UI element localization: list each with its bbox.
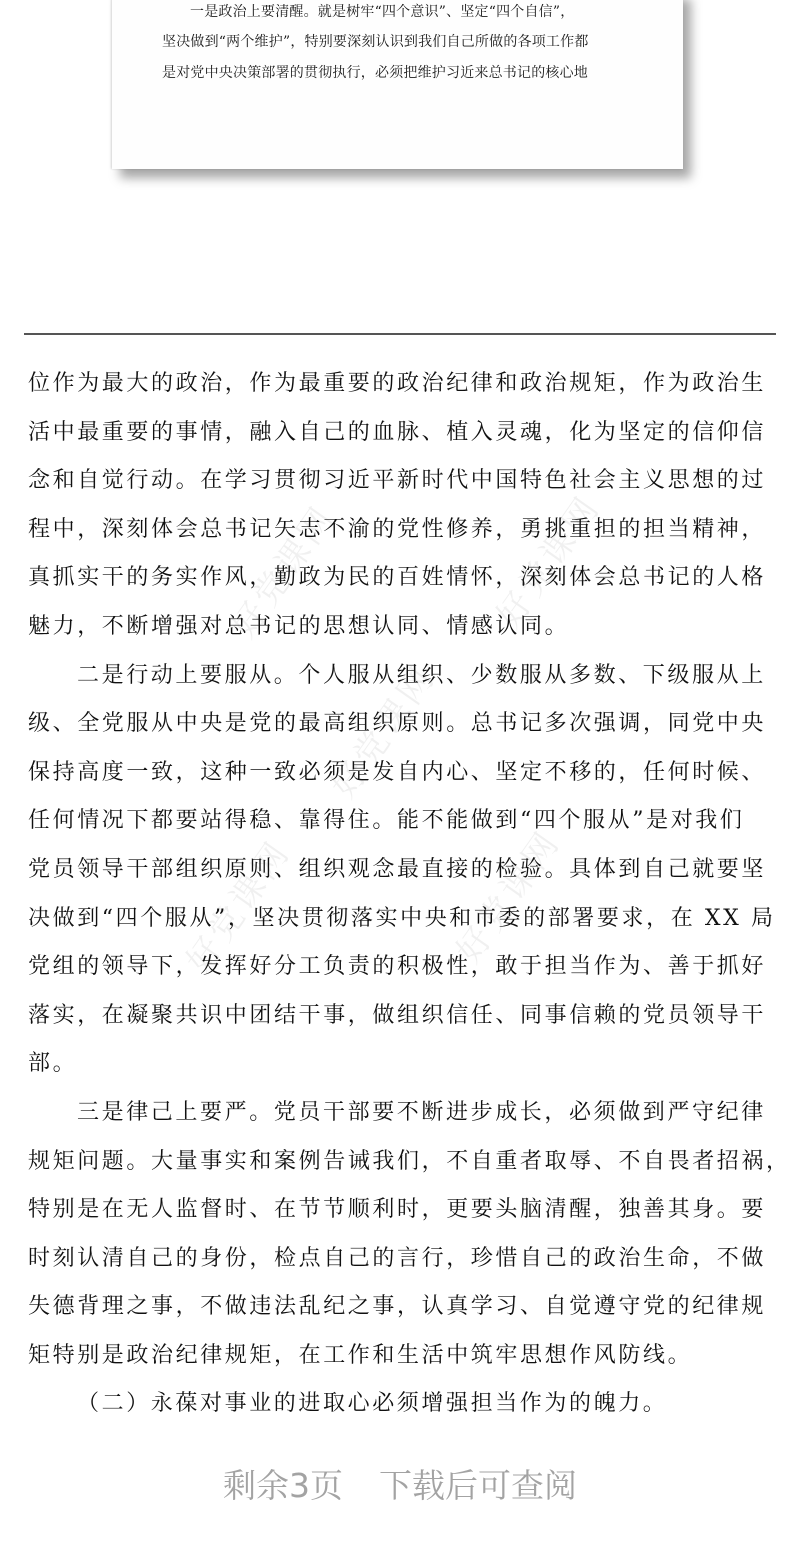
text-line: 级、全党服从中央是党的最高组织原则。总书记多次强调，同党中央 xyxy=(28,711,767,737)
watermark: 好党课网 xyxy=(448,822,569,971)
text-line: 保持高度一致，这种一致必须是发自内心、坚定不移的，任何时候、 xyxy=(28,759,767,785)
paragraph-start-line: 二是行动上要服从。个人服从组织、少数服从多数、下级服从上 xyxy=(77,662,766,688)
text-line: 决做到“四个服从”，坚决贯彻落实中央和市委的部署要求，在 XX 局 xyxy=(28,905,776,931)
download-to-view-label[interactable]: 下载后可查阅 xyxy=(379,1466,577,1505)
text-line: 党员领导干部组织原则、组织观念最直接的检验。具体到自己就要坚 xyxy=(28,856,767,882)
text-line: 真抓实干的务实作风，勤政为民的百姓情怀，深刻体会总书记的人格 xyxy=(28,565,767,591)
watermark: 好党课网 xyxy=(323,657,444,806)
watermark: 好党课网 xyxy=(223,497,344,646)
page-preview-card xyxy=(112,0,683,169)
text-line: 党组的领导下，发挥好分工负责的积极性，敢于担当作为、善于抓好 xyxy=(28,954,767,980)
text-line: 念和自觉行动。在学习贯彻习近平新时代中国特色社会主义思想的过 xyxy=(28,468,767,494)
preview-line: 一是政治上要清醒。就是树牢“四个意识”、坚定“四个自信”， xyxy=(190,4,575,20)
text-line: 落实，在凝聚共识中团结干事，做组织信任、同事信赖的党员领导干 xyxy=(28,1002,767,1028)
text-line: 位作为最大的政治，作为最重要的政治纪律和政治规矩，作为政治生 xyxy=(28,371,767,396)
document-body xyxy=(28,360,791,1429)
text-line: 魅力，不断增强对总书记的思想认同、情感认同。 xyxy=(28,613,570,639)
text-line: 失德背理之事，不做违法乱纪之事，认真学习、自觉遵守党的纪律规 xyxy=(28,1294,767,1320)
text-line: 特别是在无人监督时、在节节顺利时，更要头脑清醒，独善其身。要 xyxy=(28,1197,767,1223)
remaining-pages-label: 剩余3页 xyxy=(223,1466,343,1505)
watermark: 好党课网 xyxy=(488,487,609,636)
text-line: 任何情况下都要站得稳、靠得住。能不能做到“四个服从”是对我们 xyxy=(28,808,745,834)
download-prompt[interactable] xyxy=(0,1460,800,1507)
preview-line: 是对党中央决策部署的贯彻执行，必须把维护习近来总书记的核心地 xyxy=(162,65,588,81)
text-line: 部。 xyxy=(28,1051,78,1077)
text-line: 活中最重要的事情，融入自己的血脉、植入灵魂，化为坚定的信仰信 xyxy=(28,419,767,445)
text-line: 规矩问题。大量事实和案例告诫我们，不自重者取辱、不自畏者招祸， xyxy=(28,1148,791,1174)
text-line: 矩特别是政治纪律规矩，在工作和生活中筑牢思想作风防线。 xyxy=(28,1342,693,1368)
paragraph-start-line: 三是律己上要严。党员干部要不断进步成长，必须做到严守纪律 xyxy=(77,1099,766,1125)
section-divider xyxy=(24,333,776,335)
text-line: 程中，深刻体会总书记矢志不渝的党性修养，勇挑重担的担当精神， xyxy=(28,516,767,542)
watermark: 好党课网 xyxy=(178,832,299,981)
text-line: 时刻认清自己的身份，检点自己的言行，珍惜自己的政治生命，不做 xyxy=(28,1245,767,1271)
section-heading: （二）永葆对事业的进取心必须增强担当作为的魄力。 xyxy=(77,1391,668,1417)
preview-line: 坚决做到“两个维护”，特别要深刻认识到我们自己所做的各项工作都 xyxy=(162,34,589,50)
